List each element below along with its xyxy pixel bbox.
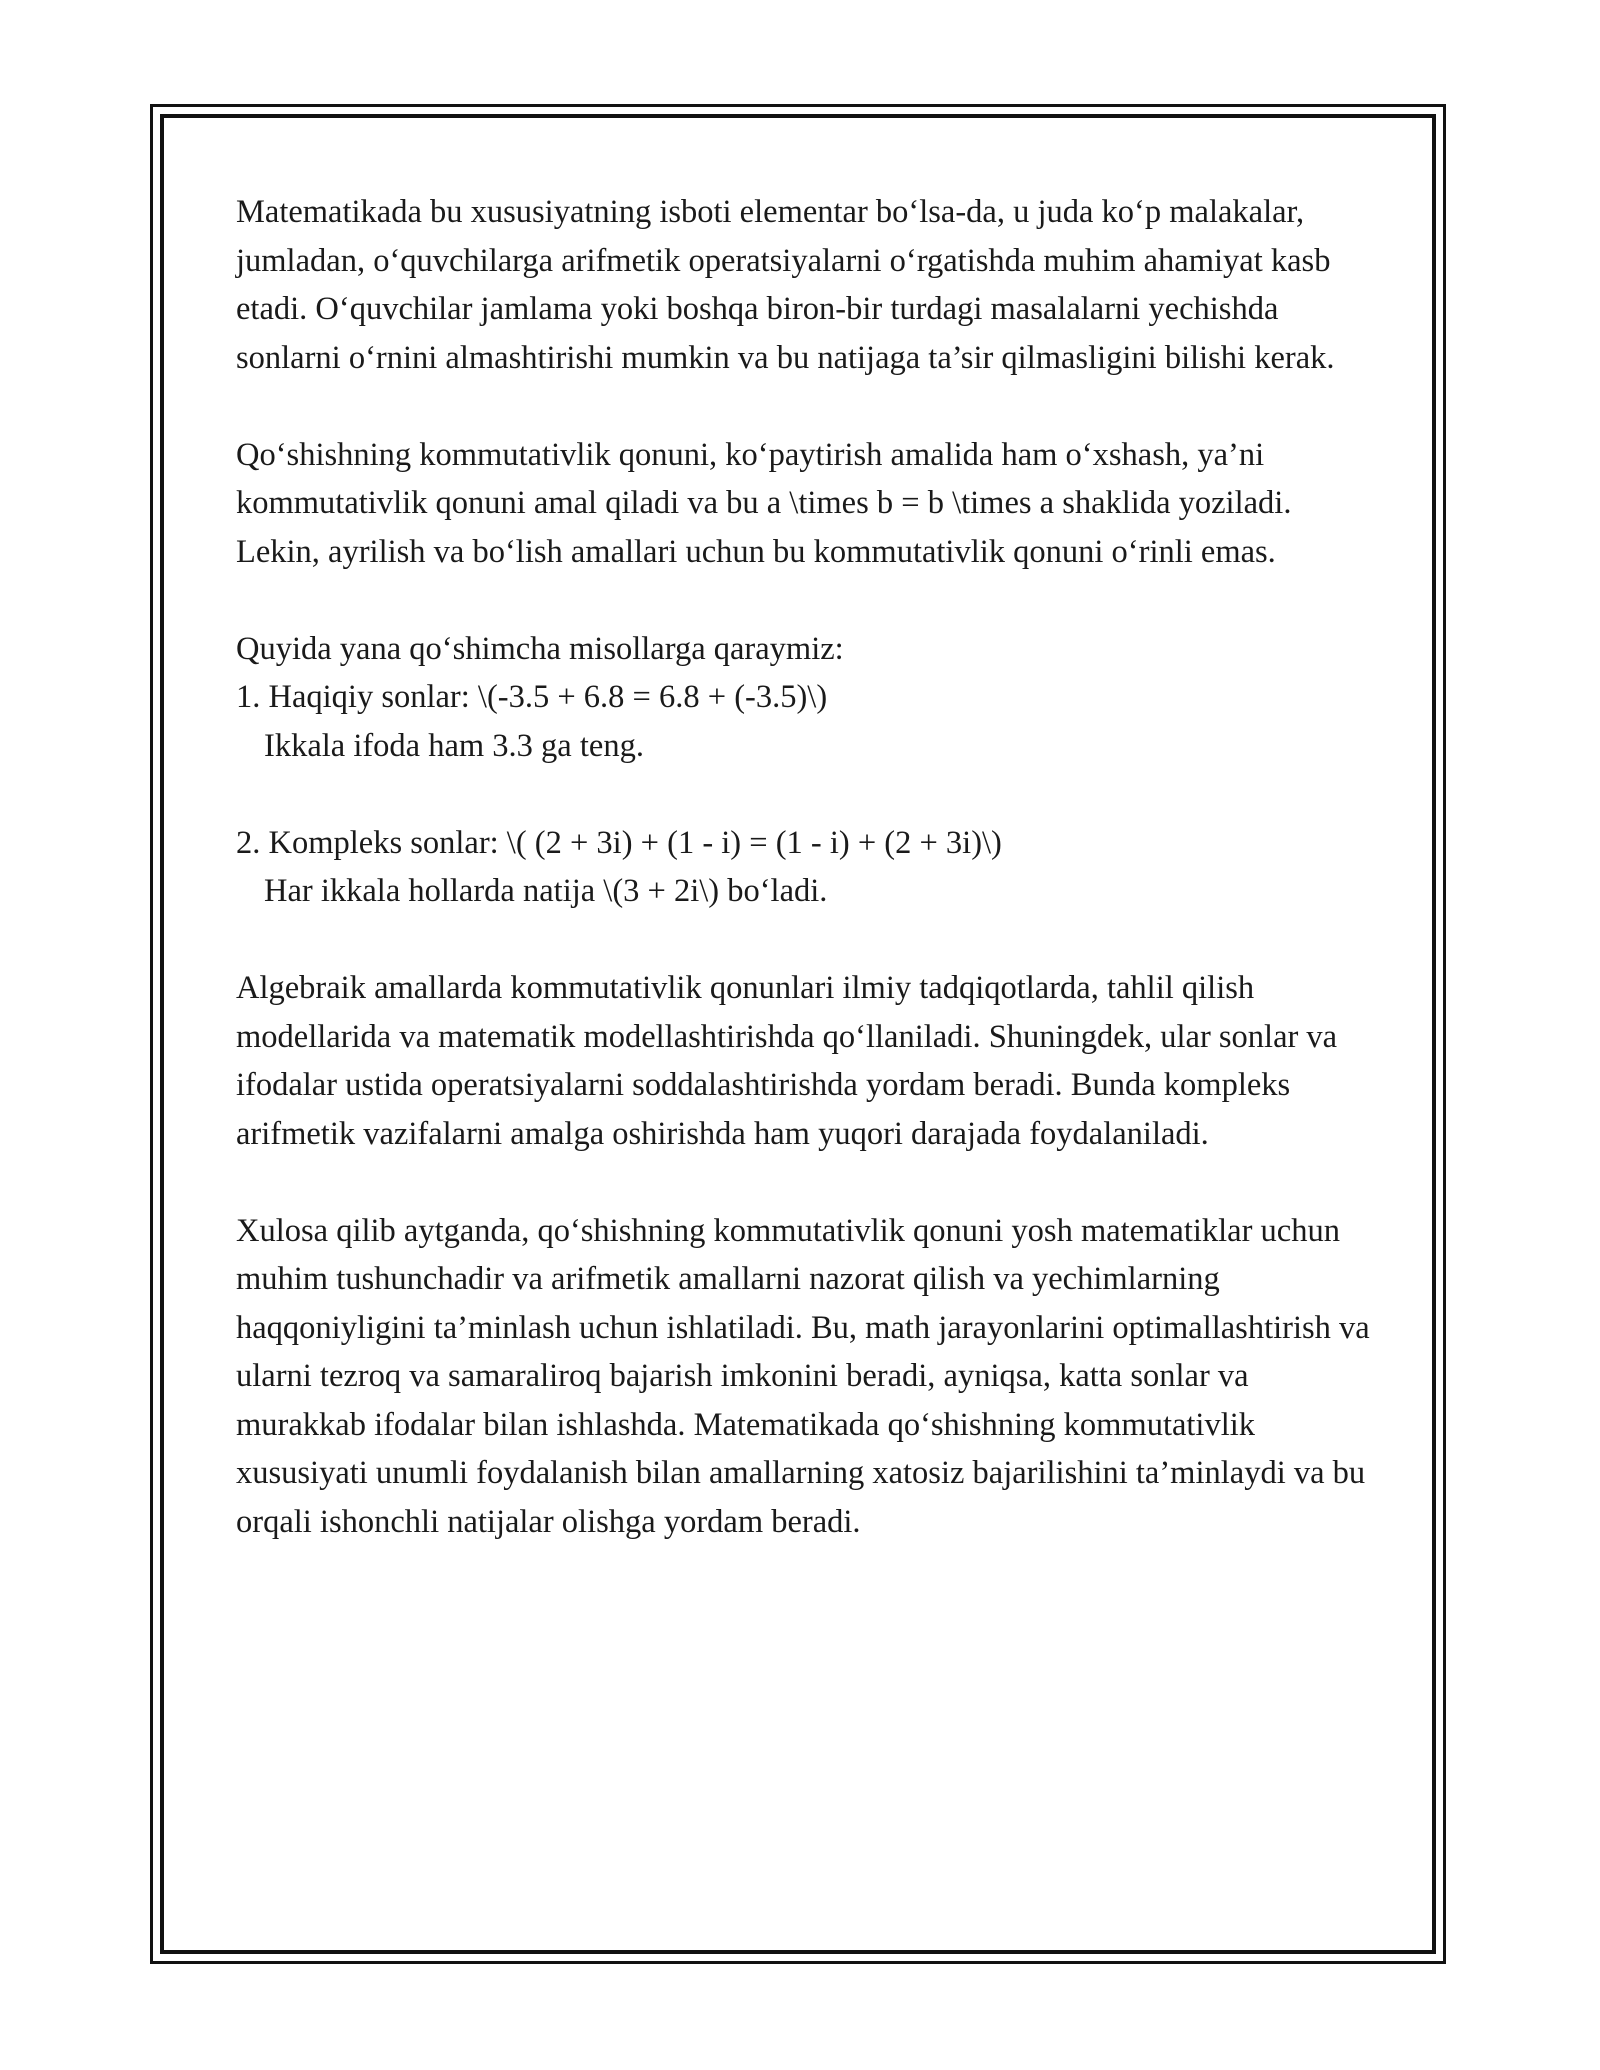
paragraph-applications: Algebraik amallarda kommutativlik qonunlari ilmiy tadqiqotlarda, tahlil qilish modellarida va matematik modellashtirishda qo‘llaniladi. Shuningdek, ular sonlar va ifodalar ustida operatsiyalarni soddalashtirishda yordam beradi. Bunda kompleks arifmetik vazifalarni amalga oshirishda ham yuqori darajada foydalaniladi. [236, 970, 1338, 1152]
example-2-formula: 2. Kompleks sonlar: \( (2 + 3i) + (1 - i) = (1 - i) + (2 + 3i)\) [236, 824, 1002, 861]
example-1-note: Ikkala ifoda ham 3.3 ga teng. [264, 727, 644, 764]
example-2-note: Har ikkala hollarda natija \(3 + 2i\) bo‘ladi. [264, 873, 828, 909]
examples-section [236, 625, 1376, 916]
examples-intro: Quyida yana qo‘shimcha misollarga qaraymiz: [236, 630, 844, 667]
example-1-formula: 1. Haqiqiy sonlar: \(-3.5 + 6.8 = 6.8 + (-3.5)\) [236, 679, 828, 715]
paragraph-multiplication: Qo‘shishning kommutativlik qonuni, ko‘paytirish amalida ham o‘xshash, ya’ni kommutativlik qonuni amal qiladi va bu a \times b = b \times a shaklida yoziladi. Lekin, ayrilish va bo‘lish amallari uchun bu kommutativlik qonuni o‘rinli emas. [236, 436, 1292, 570]
paragraph-conclusion: Xulosa qilib aytganda, qo‘shishning kommutativlik qonuni yosh matematiklar uchun muhim tushunchadir va arifmetik amallarni nazorat qilish va yechimlarning haqqoniyligini ta’minlash uchun ishlatiladi. Bu, math jarayonlarini optimallashtirish va ularni tezroq va samaraliroq bajarish imkonini beradi, ayniqsa, katta sonlar va murakkab ifodalar bilan ishlashda. Matematikada qo‘shishning kommutativlik xususiyati unumli foydalanish bilan amallarning xatosiz bajarilishini ta’minlaydi va bu orqali ishonchli natijalar olishga yordam beradi. [236, 1212, 1370, 1540]
document-body [236, 188, 1376, 1595]
paragraph-intro: Matematikada bu xususiyatning isboti elementar bo‘lsa-da, u juda ko‘p malakalar, jumladan, o‘quvchilarga arifmetik operatsiyalarni o‘rgatishda muhim ahamiyat kasb etadi. O‘quvchilar jamlama yoki boshqa biron-bir turdagi masalalarni yechishda sonlarni o‘rnini almashtirishi mumkin va bu natijaga ta’sir qilmasligini bilishi kerak. [236, 194, 1335, 376]
